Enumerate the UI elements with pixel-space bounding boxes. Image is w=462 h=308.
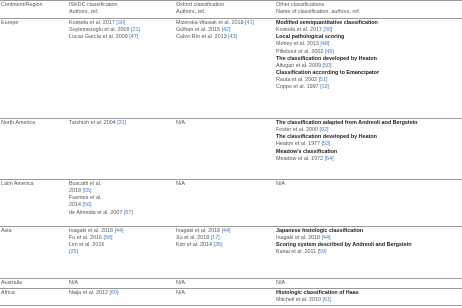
citation-line: de Almeida et al. 2007 [57] [69,209,133,216]
reference-link[interactable]: [44] [321,235,331,242]
header-continent: Continent/Region [1,2,43,8]
cell-oxford [176,228,231,249]
classification-name: Scoring system described by Andreoli and Bergstein [276,242,412,249]
citation-line: Koskela et al. 2017 [30] [69,20,126,26]
reference-link[interactable]: [44] [114,228,124,234]
region-label: Africa [1,290,15,296]
region-label: North America [1,120,36,126]
reference-link[interactable]: [52] [319,127,329,134]
row-divider [0,226,462,227]
reference-link[interactable]: [25] [69,249,78,256]
citation-line: Inagaki et al. 2018 [44] [69,228,124,234]
reference-link[interactable]: [30] [116,20,126,26]
citation-line [69,249,124,256]
citation-line: Inagaki et al. 2018 [44] [176,228,231,234]
header-rule [0,18,462,19]
classification-name: Modified semiquantitative classification [276,20,378,26]
citation-line: 2018 [55] [69,188,92,195]
citation-line: Lim et al. 2016 [69,242,105,249]
citation-line: Mitchell et al. 2010 [61] [276,297,332,304]
reference-link[interactable]: [31] [117,120,127,126]
cell-other [276,280,285,287]
region-label: Asia [1,228,12,234]
cell-region [1,120,35,127]
reference-link[interactable]: [58] [103,235,113,242]
citation-line: Naija et al. 2012 [60] [69,290,119,296]
reference-link[interactable]: [47] [129,34,139,41]
classification-name: Japanese histologic classification [276,228,364,234]
reference-link[interactable]: [48] [320,41,330,48]
classification-name: Meadow's classification [276,148,338,155]
header-other: Other classifications Name of classification, authors, ref. [276,2,361,16]
classification-name: The classification developed by Heaton [276,55,377,62]
citation-line: N/A [176,181,185,187]
reference-link[interactable]: [57] [123,209,133,216]
reference-link[interactable]: [35] [213,242,223,249]
cell-region [1,181,34,188]
citation-line: N/A [176,280,185,286]
cell-other [276,120,417,163]
citation-line: Foster et al. 2000 [52] [276,127,329,134]
cell-iskdc [69,228,124,257]
citation-line: Heaton et al. 1977 [53] [276,141,331,148]
cell-iskdc [69,120,126,127]
cell-iskdc [69,20,140,41]
citation-line: Meadow et al. 1972 [54] [276,155,334,162]
classification-name: The classification developed by Heaton [276,134,377,141]
reference-link[interactable]: [30] [323,27,333,34]
row-divider [0,278,462,279]
classification-name: Histologic classification of Haas [276,290,359,296]
cell-region [1,290,15,297]
classification-name: Classification according to Emancipator [276,70,380,77]
citation-line: Calvo-Río et al. 2013 [43] [176,34,238,41]
citation-line: N/A [276,280,285,286]
citation-line: Xu et al. 2018 [17] [176,235,220,242]
reference-link[interactable]: [55] [82,188,92,195]
reference-link[interactable]: [49] [324,48,334,55]
citation-line: Inagaki et al. 2018 [44] [276,235,331,242]
citation-line: Mizerska-Wasiak et al. 2018 [41] [176,20,255,26]
cell-other [276,228,412,257]
region-label: Europe [1,20,19,26]
citation-line: Kim et al. 2014 [35] [176,242,223,249]
cell-iskdc [69,290,118,297]
reference-link[interactable]: [54] [324,155,334,162]
citation-line: Pillebout et al. 2002 [49] [276,48,334,55]
reference-link[interactable]: [43] [228,34,238,41]
citation-line: Fuentes et al. [69,195,102,202]
reference-link[interactable]: [50] [322,62,332,69]
citation-line: Rauta et al. 2002 [51] [276,77,328,84]
citation-line: Altugan et al. 2009 [50] [276,62,332,69]
citation-line: Gülhan et al. 2015 [42] [176,27,231,34]
cell-oxford [176,290,185,297]
citation-line: N/A [176,120,185,126]
citation-line: Tarshish et al. 2004 [31] [69,120,127,126]
citation-line: Kanai et al. 2011 [59] [276,249,327,256]
header-oxford: Oxford classification Authors, ref. [176,2,225,16]
citation-line: Buscatti et al. [69,181,102,187]
row-divider [0,179,462,180]
cell-region [1,20,18,27]
reference-link[interactable]: [53] [321,141,331,148]
row-divider [0,288,462,289]
classification-name: Local pathological scoring [276,34,345,41]
table-top-rule [0,0,462,1]
cell-region [1,280,22,287]
reference-link[interactable]: [41] [245,20,255,26]
table-bottom-rule [0,305,462,306]
citation-line: 2014 [56] [69,202,92,209]
region-label: Latin America [1,181,34,187]
citation-line: N/A [69,280,78,286]
citation-line: Lucas García et al. 2009 [47] [69,34,139,41]
cell-oxford [176,181,185,188]
reference-link[interactable]: [13] [320,84,330,91]
reference-link[interactable]: [61] [322,297,332,304]
citation-line: Soylemezoglu et al. 2009 [21] [69,27,141,34]
cell-oxford [176,20,254,41]
citation-line: Mohey et al. 2013 [48] [276,41,330,48]
reference-link[interactable]: [56] [82,202,92,209]
reference-link[interactable]: [60] [109,290,119,296]
cell-other [276,20,379,92]
reference-link[interactable]: [51] [318,77,328,84]
citation-line: Koskela et al. 2017 [30] [276,27,333,34]
citation-line: N/A [276,181,285,187]
citation-line: N/A [176,290,185,296]
cell-oxford [176,280,185,287]
reference-link[interactable]: [44] [221,228,231,234]
citation-line: Coppo et al. 1997 [13] [276,84,330,91]
cell-other [276,181,285,188]
cell-iskdc [69,181,133,217]
cell-region [1,228,12,235]
cell-other [276,290,359,304]
cell-oxford [176,120,185,127]
classification-name: The classification adapted from Andreoli and Bergstein [276,120,418,126]
reference-link[interactable]: [21] [131,27,141,34]
row-divider [0,118,462,119]
header-iskdc: ISKDC classification Authors, ref. [69,2,118,16]
reference-link[interactable]: [17] [210,235,220,242]
region-label: Australia [1,280,22,286]
cell-iskdc [69,280,78,287]
citation-line: Fu et al. 2016 [58] [69,235,113,242]
reference-link[interactable]: [42] [221,27,231,34]
reference-link[interactable]: [59] [317,249,327,256]
